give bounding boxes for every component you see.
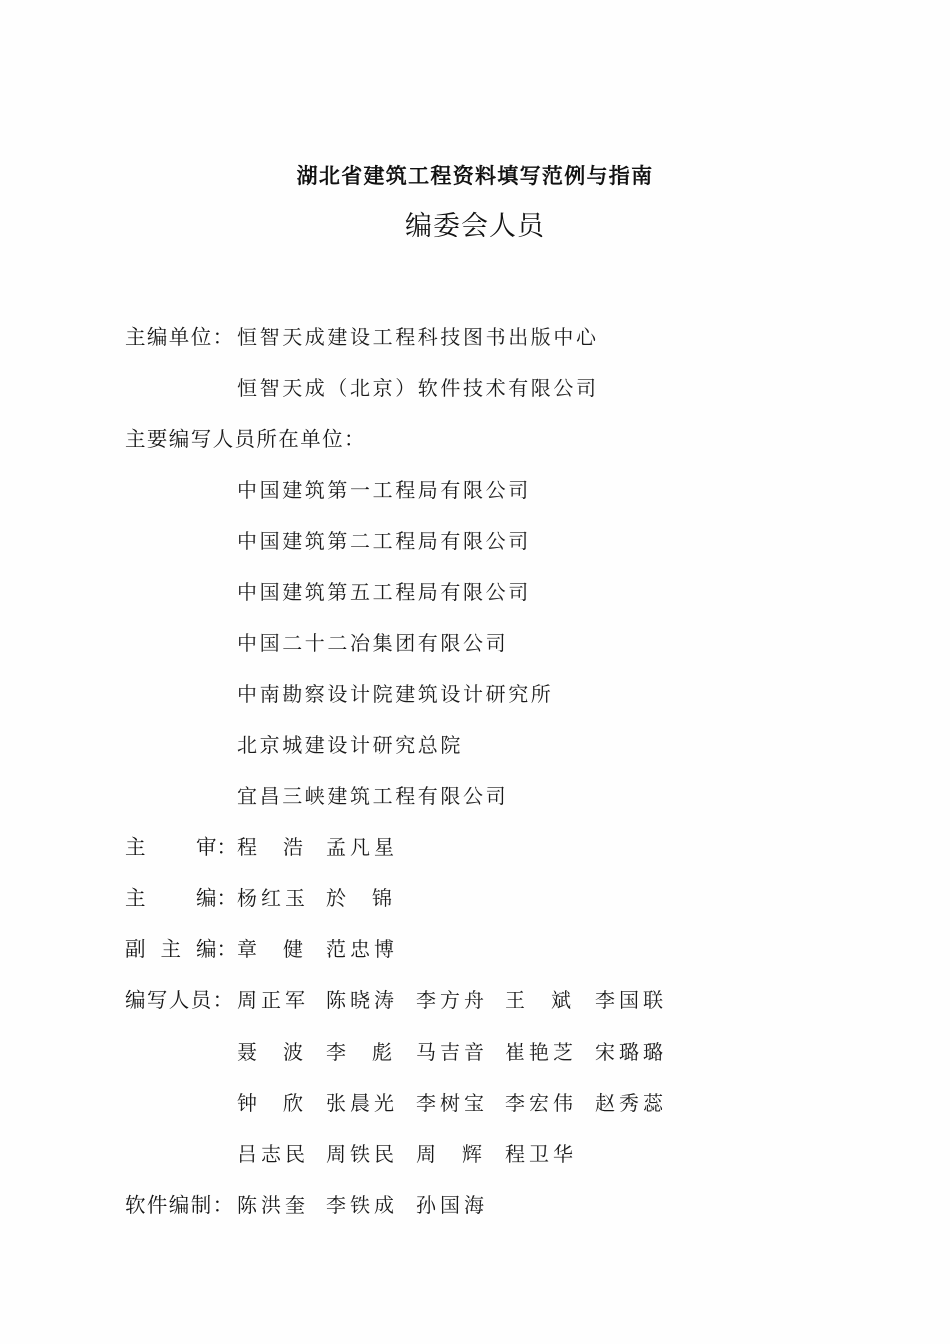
chief-editor-unit-label: 主编单位：	[125, 325, 235, 349]
label-char: 编：	[196, 937, 237, 961]
label-char: 主	[125, 835, 146, 859]
person-name: 章 健	[237, 937, 303, 961]
person-name: 钟 欣	[237, 1091, 303, 1115]
label-char: 副	[125, 937, 146, 961]
person-name: 周 正 军	[237, 988, 305, 1012]
person-name: 陈 晓 涛	[326, 988, 394, 1012]
label-char: 编：	[196, 886, 237, 910]
person-name: 范 忠 博	[326, 937, 394, 961]
person-name: 赵 秀 蕊	[595, 1091, 663, 1115]
label-char: 主	[125, 886, 146, 910]
person-name: 崔 艳 芝	[505, 1040, 573, 1064]
person-name: 王 斌	[505, 988, 571, 1012]
person-name: 张 晨 光	[326, 1091, 394, 1115]
chief-reviewer-label	[125, 832, 237, 862]
writer-unit: 中南勘察设计院建筑设计研究所	[237, 682, 554, 706]
document-title: 湖北省建筑工程资料填写范例与指南	[296, 164, 654, 188]
person-name: 杨 红 玉	[237, 886, 305, 910]
person-name: 聂 波	[237, 1040, 303, 1064]
writer-unit: 中国建筑第二工程局有限公司	[237, 529, 531, 553]
writers-names	[237, 1139, 737, 1169]
software-compilers-names	[237, 1190, 737, 1220]
person-name: 李 树 宝	[416, 1091, 484, 1115]
person-name: 周 铁 民	[326, 1142, 394, 1166]
person-name: 於 锦	[326, 886, 392, 910]
person-name: 孟 凡 星	[326, 835, 394, 859]
label-char: 审：	[196, 835, 237, 859]
label-char: 主	[160, 937, 181, 961]
writers-names	[237, 985, 737, 1015]
document-subtitle: 编委会人员	[405, 211, 545, 242]
deputy-chief-editor-label	[125, 934, 237, 964]
writer-unit: 中国二十二冶集团有限公司	[237, 631, 509, 655]
writers-names	[237, 1037, 737, 1067]
chief-editor-unit-value: 恒智天成（北京）软件技术有限公司	[237, 376, 599, 400]
person-name: 李 宏 伟	[505, 1091, 573, 1115]
person-name: 周 辉	[416, 1142, 482, 1166]
writer-unit: 中国建筑第一工程局有限公司	[237, 478, 531, 502]
person-name: 宋 璐 璐	[595, 1040, 663, 1064]
writers-names	[237, 1088, 737, 1118]
person-name: 吕 志 民	[237, 1142, 305, 1166]
chief-reviewer-names	[237, 832, 737, 862]
person-name: 程 卫 华	[505, 1142, 573, 1166]
chief-editor-label	[125, 883, 237, 913]
person-name: 李 国 联	[595, 988, 663, 1012]
person-name: 李 彪	[326, 1040, 392, 1064]
chief-editor-unit-value: 恒智天成建设工程科技图书出版中心	[237, 325, 599, 349]
deputy-chief-editor-names	[237, 934, 737, 964]
person-name: 孙 国 海	[416, 1193, 484, 1217]
person-name: 程 浩	[237, 835, 303, 859]
writer-unit: 中国建筑第五工程局有限公司	[237, 580, 531, 604]
person-name: 马 吉 音	[416, 1040, 484, 1064]
writer-unit: 北京城建设计研究总院	[237, 733, 463, 757]
writer-unit: 宜昌三峡建筑工程有限公司	[237, 784, 509, 808]
person-name: 陈 洪 奎	[237, 1193, 305, 1217]
person-name: 李 铁 成	[326, 1193, 394, 1217]
writers-label: 编写人员：	[125, 988, 235, 1012]
person-name: 李 方 舟	[416, 988, 484, 1012]
writer-units-label: 主要编写人员所在单位：	[125, 427, 366, 451]
chief-editor-names	[237, 883, 737, 913]
software-compilers-label: 软件编制：	[125, 1193, 235, 1217]
